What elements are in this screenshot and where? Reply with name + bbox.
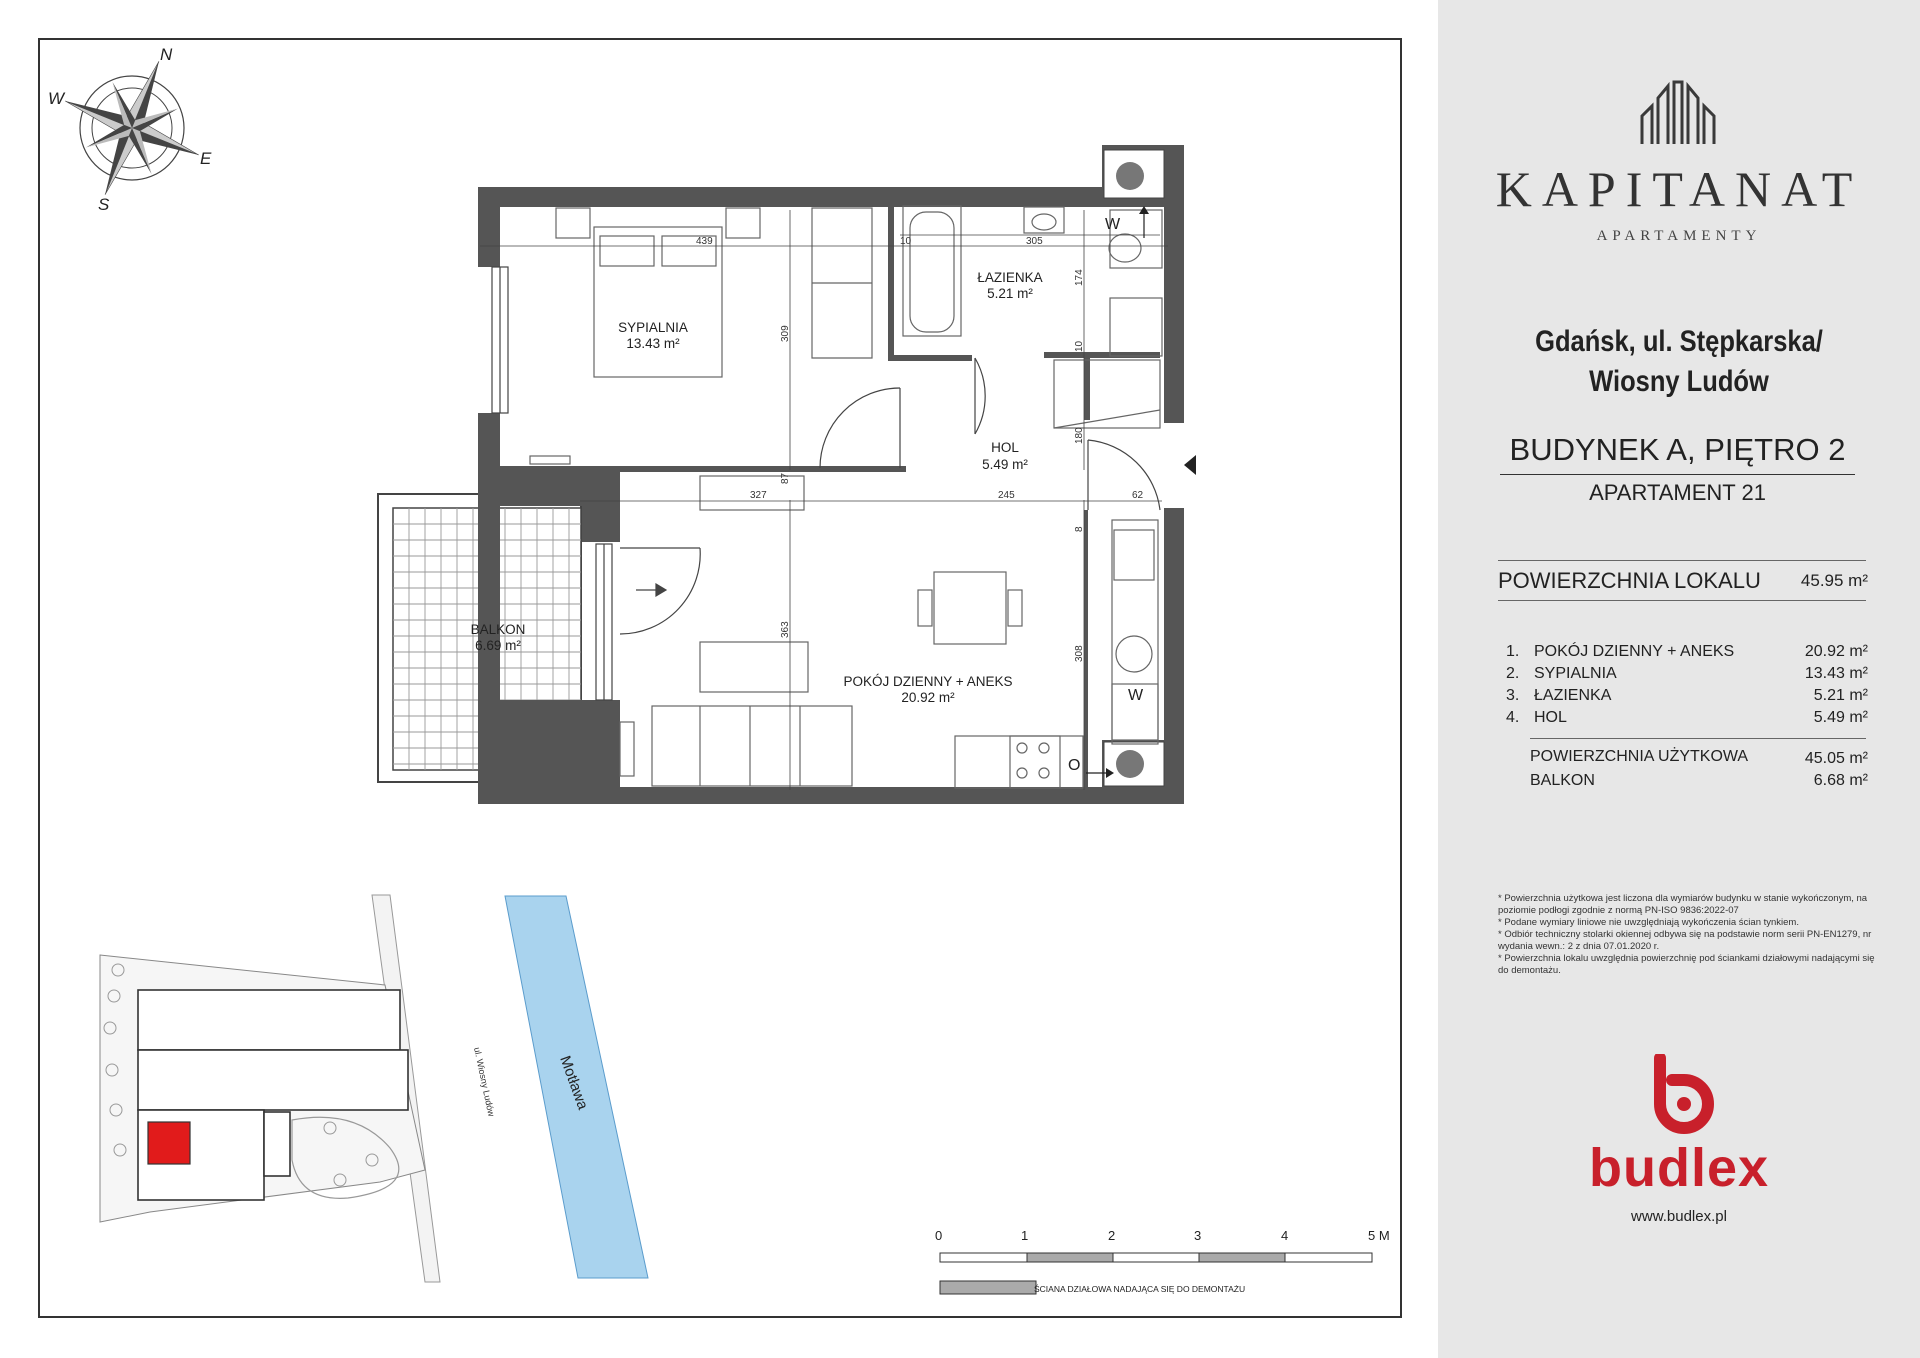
scale-tick-2: 2 (1108, 1228, 1116, 1243)
dim-308: 308 (1074, 645, 1085, 662)
scale-legend: ŚCIANA DZIAŁOWA NADAJĄCA SIĘ DO DEMONTAŻU (1034, 1284, 1246, 1294)
label-bathroom-name: ŁAZIENKA (977, 270, 1043, 285)
label-balcony-name: BALKON (470, 622, 526, 637)
marker-w-top: W (1105, 216, 1121, 233)
room-4-number: 4. (1506, 709, 1520, 726)
room-1-name: POKÓJ DZIENNY + ANEKS (1534, 643, 1735, 660)
footnote: * Odbiór techniczny stolarki okiennej odbywa się na podstawie norm serii PN-EN1279, nr wydania wewn.: 2 z dnia 07.01.2020 r. (1498, 929, 1872, 952)
label-hall-name: HOL (991, 440, 1019, 455)
total-area-value: 45.95 m² (1800, 571, 1868, 590)
divider (1498, 600, 1866, 601)
marker-o: O (1068, 757, 1081, 774)
scale-tick-4: 4 (1281, 1228, 1289, 1243)
dim-309: 309 (780, 325, 791, 342)
room-2-name: SYPIALNIA (1534, 665, 1617, 682)
dim-245: 245 (998, 490, 1015, 501)
room-3-name: ŁAZIENKA (1534, 687, 1612, 704)
compass-rose-icon (38, 34, 225, 221)
budlex-logo-icon (1638, 1054, 1718, 1134)
dim-10a: 10 (900, 236, 912, 247)
dim-180: 180 (1074, 427, 1085, 444)
dim-439: 439 (696, 236, 713, 247)
label-balcony-area: 6.69 m² (475, 638, 521, 653)
usable-area-label: POWIERZCHNIA UŻYTKOWA (1530, 748, 1749, 765)
footnote: * Podane wymiary liniowe nie uwzględniają wykończenia ścian tynkiem. (1498, 917, 1799, 928)
compass-e: E (200, 149, 212, 168)
label-hall-area: 5.49 m² (982, 457, 1028, 472)
balcony-value: 6.68 m² (1813, 772, 1868, 789)
total-area-label: POWIERZCHNIA LOKALU (1498, 568, 1761, 593)
brand-tagline: APARTAMENTY (1596, 228, 1762, 244)
site-map (100, 895, 648, 1282)
divider (1498, 560, 1866, 561)
kapitanat-logo-icon (1638, 76, 1718, 146)
room-4-area: 5.49 m² (1813, 709, 1868, 726)
walls (478, 145, 1184, 804)
label-bedroom-name: SYPIALNIA (618, 320, 688, 335)
room-3-number: 3. (1506, 687, 1520, 704)
apartment-location-highlight (148, 1122, 190, 1164)
label-living-name: POKÓJ DZIENNY + ANEKS (843, 674, 1013, 689)
doors (620, 358, 1160, 634)
brand-name: KAPITANAT (1495, 161, 1863, 217)
room-1-area: 20.92 m² (1804, 643, 1868, 660)
compass-n: N (160, 45, 173, 64)
furniture (530, 206, 1162, 788)
dim-62: 62 (1132, 490, 1144, 501)
building-floor: BUDYNEK A, PIĘTRO 2 (1500, 432, 1855, 475)
footnotes (1498, 893, 1878, 977)
apartment-number: APARTAMENT 21 (1589, 480, 1766, 505)
dim-8: 8 (1074, 526, 1085, 532)
sidebar (1438, 0, 1920, 1358)
scale-tick-0: 0 (935, 1228, 943, 1243)
marker-w-bottom: W (1128, 687, 1144, 704)
dim-363: 363 (780, 621, 791, 638)
compass-w: W (48, 89, 65, 108)
label-living-area: 20.92 m² (901, 690, 955, 705)
scale-tick-5: 5 M (1368, 1228, 1390, 1243)
room-2-number: 2. (1506, 665, 1520, 682)
dim-174: 174 (1074, 269, 1085, 286)
room-1-number: 1. (1506, 643, 1520, 660)
dimension-labels (696, 236, 1144, 662)
dim-305: 305 (1026, 236, 1043, 247)
developer-url[interactable]: www.budlex.pl (1631, 1208, 1727, 1225)
balcony-label: BALKON (1530, 772, 1595, 789)
label-bedroom-area: 13.43 m² (626, 336, 680, 351)
footnote: * Powierzchnia użytkowa jest liczona dla wymiarów budynku w stanie wykończonym, na poziomie podłogi zgodnie z normą PN-ISO 9836:2022-07 (1498, 893, 1868, 916)
room-3-area: 5.21 m² (1813, 687, 1868, 704)
room-4-name: HOL (1534, 709, 1567, 726)
scale-bar (935, 1228, 1390, 1294)
label-bathroom-area: 5.21 m² (987, 286, 1033, 301)
street-label: ul. Wiosny Ludów (472, 1046, 497, 1118)
river-label: Motława (556, 1053, 592, 1112)
footnote: * Powierzchnia lokalu uwzględnia powierzchnię pod ściankami działowymi nadającymi się do demontażu. (1498, 953, 1875, 976)
entrance-arrow-icon (1184, 455, 1196, 475)
developer-name: budlex (1588, 1138, 1770, 1198)
usable-area-value: 45.05 m² (1804, 750, 1868, 767)
scale-tick-3: 3 (1194, 1228, 1202, 1243)
dim-87: 87 (780, 472, 791, 484)
dim-327: 327 (750, 490, 767, 501)
scale-tick-1: 1 (1021, 1228, 1029, 1243)
address: Gdańsk, ul. Stępkarska/ Wiosny Ludów (1535, 325, 1823, 398)
compass-s: S (98, 195, 110, 214)
room-2-area: 13.43 m² (1804, 665, 1868, 682)
divider (1530, 738, 1866, 739)
dim-10b: 10 (1074, 340, 1085, 352)
